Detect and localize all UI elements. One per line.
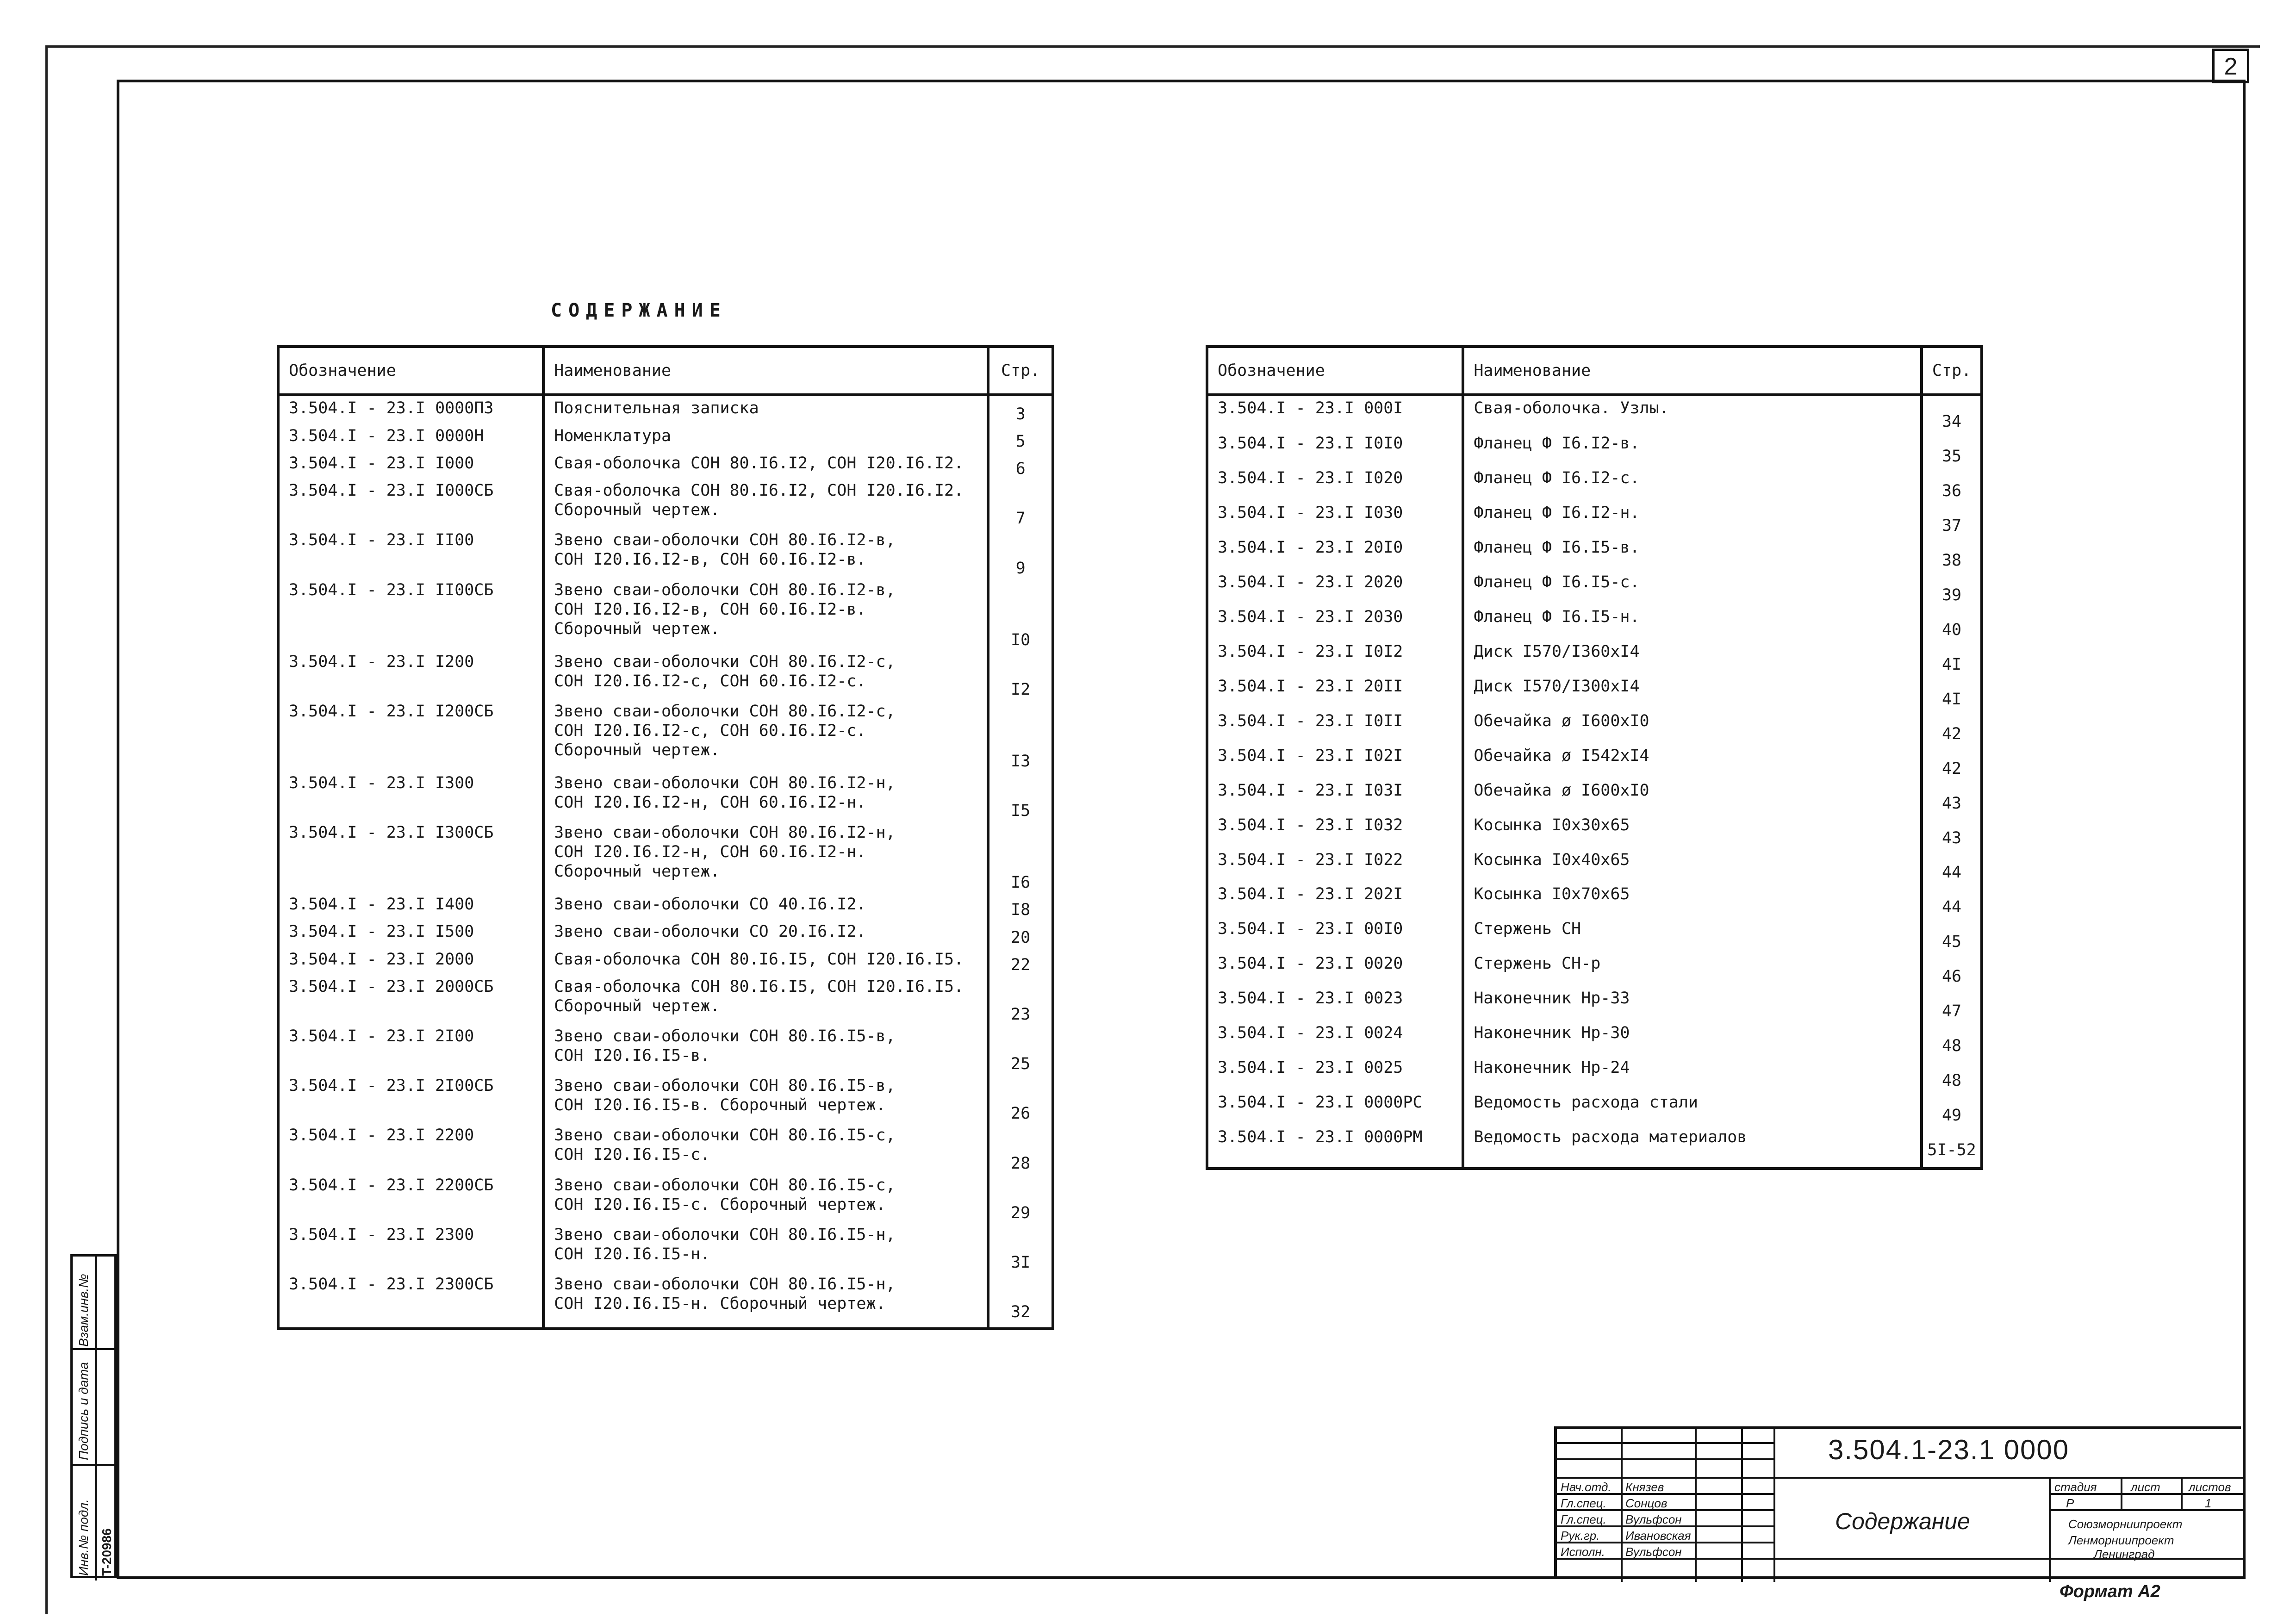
row-designation: 3.504.I - 23.I II00СБ — [278, 578, 543, 650]
row-name: Фланец Ф I6.I2-н. — [1463, 501, 1922, 535]
row-page: 3 — [1015, 404, 1026, 423]
header-designation: Обозначение — [278, 347, 543, 395]
table-row — [278, 1173, 1053, 1223]
row-page: 37 — [1941, 516, 1962, 535]
table-row — [278, 1074, 1053, 1123]
row-page: 7 — [1015, 509, 1026, 528]
stamp-org-3: Ленинград — [2094, 1547, 2155, 1561]
table-row — [1207, 1021, 1982, 1056]
row-designation: 3.504.I - 23.I 20I0 — [1207, 535, 1463, 570]
row-designation: 3.504.I - 23.I 0000Н — [278, 424, 543, 451]
row-name: Обечайка ø I542хI4 — [1463, 744, 1922, 778]
row-page: 44 — [1941, 898, 1962, 917]
row-page: 43 — [1941, 794, 1962, 813]
row-name: Свая-оболочка СОН 80.I6.I5, СОН I20.I6.I5. Сборочный чертеж. — [543, 975, 988, 1024]
row-name: Обечайка ø I600хI0 — [1463, 709, 1922, 744]
row-name: Звено сваи-оболочки СО 40.I6.I2. — [543, 892, 988, 920]
row-designation: 3.504.I - 23.I 2030 — [1207, 605, 1463, 640]
row-page: 23 — [1011, 1005, 1031, 1024]
row-designation: 3.504.I - 23.I I02I — [1207, 744, 1463, 778]
row-name: Фланец Ф I6.I2-с. — [1463, 466, 1922, 501]
row-designation: 3.504.I - 23.I I300СБ — [278, 821, 543, 892]
table-row — [1207, 431, 1982, 466]
stamp-sheets-label: листов — [2189, 1480, 2231, 1494]
row-name: Звено сваи-оболочки СОН 80.I6.I5-с, СОН I20.I6.I5-с. — [543, 1123, 988, 1173]
stamp-sheet-label: лист — [2131, 1480, 2160, 1494]
row-name: Фланец Ф I6.I5-с. — [1463, 570, 1922, 605]
row-page: 38 — [1941, 551, 1962, 570]
row-page: 6 — [1015, 460, 1026, 479]
row-name: Звено сваи-оболочки СО 20.I6.I2. — [543, 920, 988, 947]
table-row — [1207, 986, 1982, 1021]
row-designation: 3.504.I - 23.I 2300 — [278, 1223, 543, 1272]
row-designation: 3.504.I - 23.I 2I00 — [278, 1024, 543, 1074]
stamp-org-1: Союзморниипроект — [2068, 1517, 2183, 1531]
row-page: 43 — [1941, 828, 1962, 847]
row-designation: 3.504.I - 23.I I200 — [278, 650, 543, 699]
row-name: Стержень СН-р — [1463, 952, 1922, 986]
row-page: 47 — [1941, 1002, 1962, 1021]
table-row — [278, 920, 1053, 947]
row-page: 44 — [1941, 863, 1962, 882]
row-designation: 3.504.I - 23.I 2I00СБ — [278, 1074, 543, 1123]
row-page: 49 — [1941, 1106, 1962, 1125]
row-name: Звено сваи-оболочки СОН 80.I6.I5-в, СОН I20.I6.I5-в. Сборочный чертеж. — [543, 1074, 988, 1123]
row-page: 36 — [1941, 482, 1962, 501]
row-designation: 3.504.I - 23.I I030 — [1207, 501, 1463, 535]
row-designation: 3.504.I - 23.I I022 — [1207, 848, 1463, 883]
row-designation: 3.504.I - 23.I 2200 — [278, 1123, 543, 1173]
table-row — [1207, 709, 1982, 744]
stamp-role-5: Исполн. — [1561, 1545, 1605, 1559]
row-page: I8 — [1011, 901, 1031, 920]
row-name: Свая-оболочка СОН 80.I6.I5, СОН I20.I6.I5. — [543, 947, 988, 975]
filler-cell — [988, 1322, 1053, 1329]
row-name: Наконечник Нр-30 — [1463, 1021, 1922, 1056]
table-row — [278, 1024, 1053, 1074]
row-page: 29 — [1011, 1203, 1031, 1222]
row-designation: 3.504.I - 23.I 0000РС — [1207, 1090, 1463, 1125]
table-row — [278, 1272, 1053, 1322]
table-row — [1207, 535, 1982, 570]
stamp-org-2: Ленморниипроект — [2068, 1533, 2174, 1547]
row-designation: 3.504.I - 23.I 20II — [1207, 674, 1463, 709]
row-name: Звено сваи-оболочки СОН 80.I6.I2-с, СОН I20.I6.I2-с, СОН 60.I6.I2-с. Сборочный чертеж. — [543, 699, 988, 771]
row-page: 45 — [1941, 933, 1962, 952]
row-designation: 3.504.I - 23.I I0I2 — [1207, 640, 1463, 674]
row-designation: 3.504.I - 23.I 0023 — [1207, 986, 1463, 1021]
row-page: 3I — [1011, 1253, 1031, 1272]
strip-sign-label: Подпись и дата — [76, 1362, 91, 1460]
table-row — [1207, 395, 1982, 431]
row-name: Звено сваи-оболочки СОН 80.I6.I5-с, СОН I20.I6.I5-с. Сборочный чертеж. — [543, 1173, 988, 1223]
table-row — [278, 1123, 1053, 1173]
filler-cell — [1922, 1160, 1982, 1169]
stamp-name-5: Вульфсон — [1625, 1545, 1682, 1559]
row-name: Косынка I0х40х65 — [1463, 848, 1922, 883]
table-row — [1207, 1090, 1982, 1125]
row-designation: 3.504.I - 23.I I400 — [278, 892, 543, 920]
stamp-role-3: Гл.спец. — [1561, 1512, 1606, 1526]
row-designation: 3.504.I - 23.I 2300СБ — [278, 1272, 543, 1322]
row-designation: 3.504.I - 23.I I03I — [1207, 778, 1463, 813]
header-page: Стр. — [988, 347, 1053, 395]
header-designation: Обозначение — [1207, 347, 1463, 395]
row-name: Пояснительная записка — [543, 395, 988, 424]
table-row — [1207, 466, 1982, 501]
row-designation: 3.504.I - 23.I 0020 — [1207, 952, 1463, 986]
contents-table-right — [1206, 345, 1983, 1170]
table-row — [1207, 674, 1982, 709]
row-page: 48 — [1941, 1071, 1962, 1090]
table-row — [278, 771, 1053, 821]
table-row — [278, 892, 1053, 920]
stamp-role-2: Гл.спец. — [1561, 1496, 1606, 1510]
row-name: Звено сваи-оболочки СОН 80.I6.I2-н, СОН I20.I6.I2-н, СОН 60.I6.I2-н. — [543, 771, 988, 821]
row-designation: 3.504.I - 23.I 202I — [1207, 882, 1463, 917]
table-row — [278, 1223, 1053, 1272]
row-designation: 3.504.I - 23.I I500 — [278, 920, 543, 947]
table-row — [1207, 952, 1982, 986]
table-row — [1207, 570, 1982, 605]
stamp-role-1: Нач.отд. — [1561, 1480, 1612, 1494]
row-name: Наконечник Нр-24 — [1463, 1056, 1922, 1090]
contents-table-left — [277, 345, 1054, 1330]
row-page: I0 — [1011, 630, 1031, 649]
row-name: Свая-оболочка СОН 80.I6.I2, СОН I20.I6.I2. — [543, 451, 988, 479]
filler-row — [1207, 1160, 1982, 1169]
row-designation: 3.504.I - 23.I 2200СБ — [278, 1173, 543, 1223]
row-name: Звено сваи-оболочки СОН 80.I6.I2-с, СОН I20.I6.I2-с, СОН 60.I6.I2-с. — [543, 650, 988, 699]
filler-row — [278, 1322, 1053, 1329]
row-page: I6 — [1011, 873, 1031, 892]
stamp-role-4: Рук.гр. — [1561, 1529, 1600, 1543]
row-name: Ведомость расхода материалов — [1463, 1125, 1922, 1160]
row-page: 40 — [1941, 620, 1962, 639]
header-name: Наименование — [1463, 347, 1922, 395]
strip-inv-label: Инв.№ подл. — [76, 1499, 91, 1576]
row-name: Фланец Ф I6.I5-н. — [1463, 605, 1922, 640]
table-row — [278, 947, 1053, 975]
row-page: 4I — [1941, 655, 1962, 674]
table-row — [278, 975, 1053, 1024]
row-designation: 3.504.I - 23.I I020 — [1207, 466, 1463, 501]
row-designation: 3.504.I - 23.I 0025 — [1207, 1056, 1463, 1090]
row-name: Звено сваи-оболочки СОН 80.I6.I2-н, СОН I20.I6.I2-н, СОН 60.I6.I2-н. Сборочный чертеж. — [543, 821, 988, 892]
row-page: I5 — [1011, 801, 1031, 820]
binding-strip — [70, 1254, 117, 1578]
row-designation: 3.504.I - 23.I I200СБ — [278, 699, 543, 771]
table-row — [1207, 744, 1982, 778]
row-page: 25 — [1011, 1055, 1031, 1074]
row-page: 42 — [1941, 759, 1962, 778]
row-page: 35 — [1941, 447, 1962, 466]
stamp-sheet: 1 — [2205, 1496, 2212, 1510]
row-name: Фланец Ф I6.I2-в. — [1463, 431, 1922, 466]
table-row — [1207, 917, 1982, 952]
row-name: Свая-оболочка СОН 80.I6.I2, СОН I20.I6.I2. Сборочный чертеж. — [543, 479, 988, 528]
stamp-name-4: Ивановская — [1625, 1529, 1691, 1543]
row-name: Диск I570/I360хI4 — [1463, 640, 1922, 674]
row-name: Звено сваи-оболочки СОН 80.I6.I2-в, СОН I20.I6.I2-в, СОН 60.I6.I2-в. Сборочный чертеж. — [543, 578, 988, 650]
page-title: СОДЕРЖАНИЕ — [551, 300, 727, 321]
table-row — [1207, 1056, 1982, 1090]
row-page: I3 — [1011, 752, 1031, 771]
stamp-name-1: Князев — [1625, 1480, 1664, 1494]
strip-replace-label: Взам.инв.№ — [76, 1274, 91, 1347]
table-row — [278, 578, 1053, 650]
row-designation: 3.504.I - 23.I I0I0 — [1207, 431, 1463, 466]
row-designation: 3.504.I - 23.I 0000ПЗ — [278, 395, 543, 424]
table-row — [1207, 778, 1982, 813]
table-row — [1207, 1125, 1982, 1160]
row-page: 5I-52 — [1927, 1140, 1976, 1159]
table-row — [278, 650, 1053, 699]
row-page: 5 — [1015, 432, 1026, 451]
row-designation: 3.504.I - 23.I I000СБ — [278, 479, 543, 528]
row-designation: 3.504.I - 23.I 2000СБ — [278, 975, 543, 1024]
row-page: 9 — [1015, 559, 1026, 578]
row-designation: 3.504.I - 23.I I032 — [1207, 813, 1463, 848]
row-page: 39 — [1941, 585, 1962, 604]
table-row — [278, 528, 1053, 578]
row-name: Обечайка ø I600хI0 — [1463, 778, 1922, 813]
filler-cell — [1463, 1160, 1922, 1169]
row-page: 4I — [1941, 690, 1962, 709]
row-designation: 3.504.I - 23.I I300 — [278, 771, 543, 821]
table-row — [278, 821, 1053, 892]
row-page: 28 — [1011, 1154, 1031, 1173]
header-name: Наименование — [543, 347, 988, 395]
table-row — [1207, 882, 1982, 917]
row-name: Номенклатура — [543, 424, 988, 451]
row-designation: 3.504.I - 23.I 00I0 — [1207, 917, 1463, 952]
row-page: 34 — [1941, 412, 1962, 431]
row-designation: 3.504.I - 23.I 2000 — [278, 947, 543, 975]
table-row — [278, 395, 1053, 424]
row-designation: 3.504.I - 23.I I000 — [278, 451, 543, 479]
header-page: Стр. — [1922, 347, 1982, 395]
row-page: 22 — [1011, 955, 1031, 974]
table-row — [278, 451, 1053, 479]
table-row — [278, 424, 1053, 451]
row-designation: 3.504.I - 23.I 2020 — [1207, 570, 1463, 605]
row-name: Косынка I0х30х65 — [1463, 813, 1922, 848]
stamp-code: 3.504.1-23.1 0000 — [1828, 1434, 2070, 1465]
row-page: 32 — [1011, 1302, 1031, 1321]
row-designation: 3.504.I - 23.I 0000РМ — [1207, 1125, 1463, 1160]
row-name: Звено сваи-оболочки СОН 80.I6.I5-н, СОН I20.I6.I5-н. Сборочный чертеж. — [543, 1272, 988, 1322]
filler-cell — [543, 1322, 988, 1329]
row-page: 48 — [1941, 1037, 1962, 1056]
table-row — [1207, 501, 1982, 535]
row-name: Звено сваи-оболочки СОН 80.I6.I5-в, СОН I20.I6.I5-в. — [543, 1024, 988, 1074]
stamp-stage: Р — [2066, 1496, 2074, 1510]
row-designation: 3.504.I - 23.I I0II — [1207, 709, 1463, 744]
row-designation: 3.504.I - 23.I 0024 — [1207, 1021, 1463, 1056]
table-row — [1207, 640, 1982, 674]
row-name: Косынка I0х70х65 — [1463, 882, 1922, 917]
row-name: Ведомость расхода стали — [1463, 1090, 1922, 1125]
row-name: Фланец Ф I6.I5-в. — [1463, 535, 1922, 570]
table-row — [1207, 605, 1982, 640]
filler-cell — [1207, 1160, 1463, 1169]
sheet-number: 2 — [2212, 49, 2249, 83]
stamp-title: Содержание — [1835, 1508, 1970, 1534]
row-name: Наконечник Нр-33 — [1463, 986, 1922, 1021]
row-page: I2 — [1011, 680, 1031, 699]
stamp-stage-label: стадия — [2054, 1480, 2097, 1494]
table-row — [278, 699, 1053, 771]
row-designation: 3.504.I - 23.I 000I — [1207, 395, 1463, 431]
strip-number: T-20986 — [100, 1528, 114, 1576]
row-page: 46 — [1941, 967, 1962, 986]
row-page: 20 — [1011, 928, 1031, 947]
row-name: Стержень СН — [1463, 917, 1922, 952]
stamp-name-2: Сонцов — [1625, 1496, 1668, 1510]
row-name: Диск I570/I300хI4 — [1463, 674, 1922, 709]
row-name: Звено сваи-оболочки СОН 80.I6.I5-н, СОН I20.I6.I5-н. — [543, 1223, 988, 1272]
row-name: Свая-оболочка. Узлы. — [1463, 395, 1922, 431]
row-page: 26 — [1011, 1104, 1031, 1123]
row-designation: 3.504.I - 23.I II00 — [278, 528, 543, 578]
row-name: Звено сваи-оболочки СОН 80.I6.I2-в, СОН I20.I6.I2-в, СОН 60.I6.I2-в. — [543, 528, 988, 578]
table-row — [278, 479, 1053, 528]
stamp-name-3: Вульфсон — [1625, 1512, 1682, 1526]
table-row — [1207, 848, 1982, 883]
format-label: Формат А2 — [2060, 1582, 2160, 1601]
row-page: 42 — [1941, 724, 1962, 743]
filler-cell — [278, 1322, 543, 1329]
table-row — [1207, 813, 1982, 848]
